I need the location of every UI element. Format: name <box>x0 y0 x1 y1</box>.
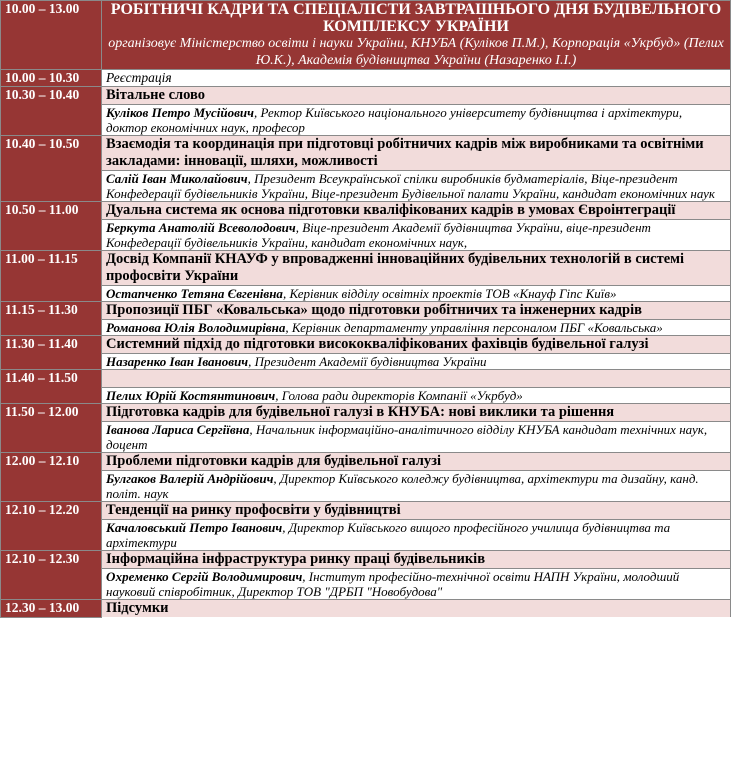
session-time: 11.30 – 11.40 <box>1 336 102 370</box>
session-row <box>1 404 731 422</box>
speaker-role: , Директор Київського коледжу будівництва, архітектури та дизайну, канд. політ. наук <box>106 471 699 501</box>
speaker-role: , Інститут професійно-технічної освіти НАПН України, молодший науковий співробітник, Директор ТОВ "ДРБП "Новобудова" <box>106 569 680 599</box>
speaker-cell <box>102 286 731 302</box>
header-time: 10.00 – 13.00 <box>1 1 102 70</box>
speaker-name: Романова Юлія Володимирівна <box>106 320 286 335</box>
speaker-row <box>1 354 731 370</box>
speaker-role: , Голова ради директорів Компанії «Укрбуд» <box>275 388 523 403</box>
session-topic: Дуальна система як основа підготовки кваліфікованих кадрів в умовах Євроінтеграції <box>102 202 731 220</box>
section-title: РОБІТНИЧІ КАДРИ ТА СПЕЦІАЛІСТИ ЗАВТРАШНЬОГО ДНЯ БУДІВЕЛЬНОГО КОМПЛЕКСУ УКРАЇНИ <box>110 1 722 35</box>
speaker-cell <box>102 220 731 251</box>
session-topic: Інформаційна інфраструктура ринку праці будівельників <box>102 551 731 569</box>
session-row <box>1 600 731 618</box>
speaker-row <box>1 388 731 404</box>
registration-text: Реєстрація <box>102 70 731 87</box>
header-row <box>1 1 731 70</box>
session-time: 11.40 – 11.50 <box>1 370 102 404</box>
speaker-role: , Начальник інформаційно-аналітичного відділу КНУБА кандидат технічних наук, доцент <box>106 422 708 452</box>
session-time: 10.00 – 10.30 <box>1 70 102 87</box>
speaker-cell <box>102 354 731 370</box>
speaker-cell <box>102 320 731 336</box>
session-topic: Підсумки <box>102 600 731 618</box>
speaker-role: , Віце-президент Академії будівництва України, віце-президент Конфедерації будівельників України, кандидат економічних наук, <box>106 220 651 250</box>
speaker-cell <box>102 569 731 600</box>
speaker-name: Назаренко Іван Іванович <box>106 354 249 369</box>
session-row <box>1 136 731 171</box>
speaker-name: Остапченко Тетяна Євгенівна <box>106 286 283 301</box>
speaker-cell <box>102 422 731 453</box>
speaker-name: Іванова Лариса Сергіївна <box>106 422 250 437</box>
speaker-name: Куліков Петро Мусійович <box>106 105 254 120</box>
speaker-name: Булгаков Валерій Андрійович <box>106 471 274 486</box>
speaker-name: Салій Іван Миколайович <box>106 171 248 186</box>
session-topic: Досвід Компанії КНАУФ у впровадженні інноваційних будівельних технологій в системі профосвіти України <box>102 251 731 286</box>
speaker-cell <box>102 388 731 404</box>
speaker-cell <box>102 471 731 502</box>
session-row <box>1 302 731 320</box>
session-time: 12.30 – 13.00 <box>1 600 102 618</box>
header-cell <box>102 1 731 70</box>
speaker-row <box>1 471 731 502</box>
speaker-role: , Директор Київського вищого професійного училища будівництва та архітектури <box>106 520 671 550</box>
session-time: 11.50 – 12.00 <box>1 404 102 453</box>
speaker-row <box>1 171 731 202</box>
speaker-role: , Керівник відділу освітніх проектів ТОВ «Кнауф Гіпс Київ» <box>282 286 617 301</box>
speaker-name: Беркута Анатолій Всеволодович <box>106 220 296 235</box>
session-row <box>1 370 731 388</box>
speaker-row <box>1 105 731 136</box>
session-row <box>1 453 731 471</box>
speaker-name: Пелих Юрій Костянтинович <box>106 388 276 403</box>
speaker-name: Качаловський Петро Іванович <box>106 520 283 535</box>
session-row <box>1 202 731 220</box>
speaker-cell <box>102 105 731 136</box>
session-time: 11.15 – 11.30 <box>1 302 102 336</box>
speaker-role: , Президент Всеукраїнської спілки виробників будматеріалів, Віце-президент Конфедерації будівельників України, Віце-президент Будівельної палати України, кандидат економічних наук <box>106 171 716 201</box>
speaker-row <box>1 520 731 551</box>
session-topic-empty <box>102 370 731 388</box>
speaker-role: , Керівник департаменту управління персоналом ПБГ «Ковальська» <box>285 320 663 335</box>
organizers-text: організовує Міністерство освіти і науки України, КНУБА (Куліков П.М.), Корпорація «Укрбуд» (Пелих Ю.К.), Академія будівництва України (Назаренко І.І.) <box>108 36 724 68</box>
session-row <box>1 87 731 105</box>
speaker-row <box>1 569 731 600</box>
session-row <box>1 70 731 87</box>
session-topic: Тенденції на ринку профосвіти у будівництві <box>102 502 731 520</box>
speaker-name: Охременко Сергій Володимирович <box>106 569 303 584</box>
session-time: 11.00 – 11.15 <box>1 251 102 302</box>
session-row <box>1 336 731 354</box>
speaker-row <box>1 220 731 251</box>
session-row <box>1 551 731 569</box>
session-time: 10.40 – 10.50 <box>1 136 102 202</box>
speaker-cell <box>102 520 731 551</box>
session-time: 12.00 – 12.10 <box>1 453 102 502</box>
session-time: 12.10 – 12.30 <box>1 551 102 600</box>
speaker-row <box>1 422 731 453</box>
session-time: 12.10 – 12.20 <box>1 502 102 551</box>
session-topic: Системний підхід до підготовки висококваліфікованих фахівців будівельної галузі <box>102 336 731 354</box>
session-topic: Пропозиції ПБГ «Ковальська» щодо підготовки робітничих та інженерних кадрів <box>102 302 731 320</box>
session-time: 10.50 – 11.00 <box>1 202 102 251</box>
session-topic: Взаємодія та координація при підготовці робітничих кадрів між виробниками та освітніми закладами: інновації, шляхи, можливості <box>102 136 731 171</box>
session-time: 10.30 – 10.40 <box>1 87 102 136</box>
session-topic: Підготовка кадрів для будівельної галузі в КНУБА: нові виклики та рішення <box>102 404 731 422</box>
speaker-role: , Президент Академії будівництва України <box>248 354 487 369</box>
session-row <box>1 502 731 520</box>
speaker-row <box>1 286 731 302</box>
session-row <box>1 251 731 286</box>
session-topic: Вітальне слово <box>102 87 731 105</box>
session-topic: Проблеми підготовки кадрів для будівельної галузі <box>102 453 731 471</box>
speaker-role: , Ректор Київського національного університету будівництва і архітектури, доктор економічних наук, професор <box>106 105 683 135</box>
speaker-cell <box>102 171 731 202</box>
speaker-row <box>1 320 731 336</box>
